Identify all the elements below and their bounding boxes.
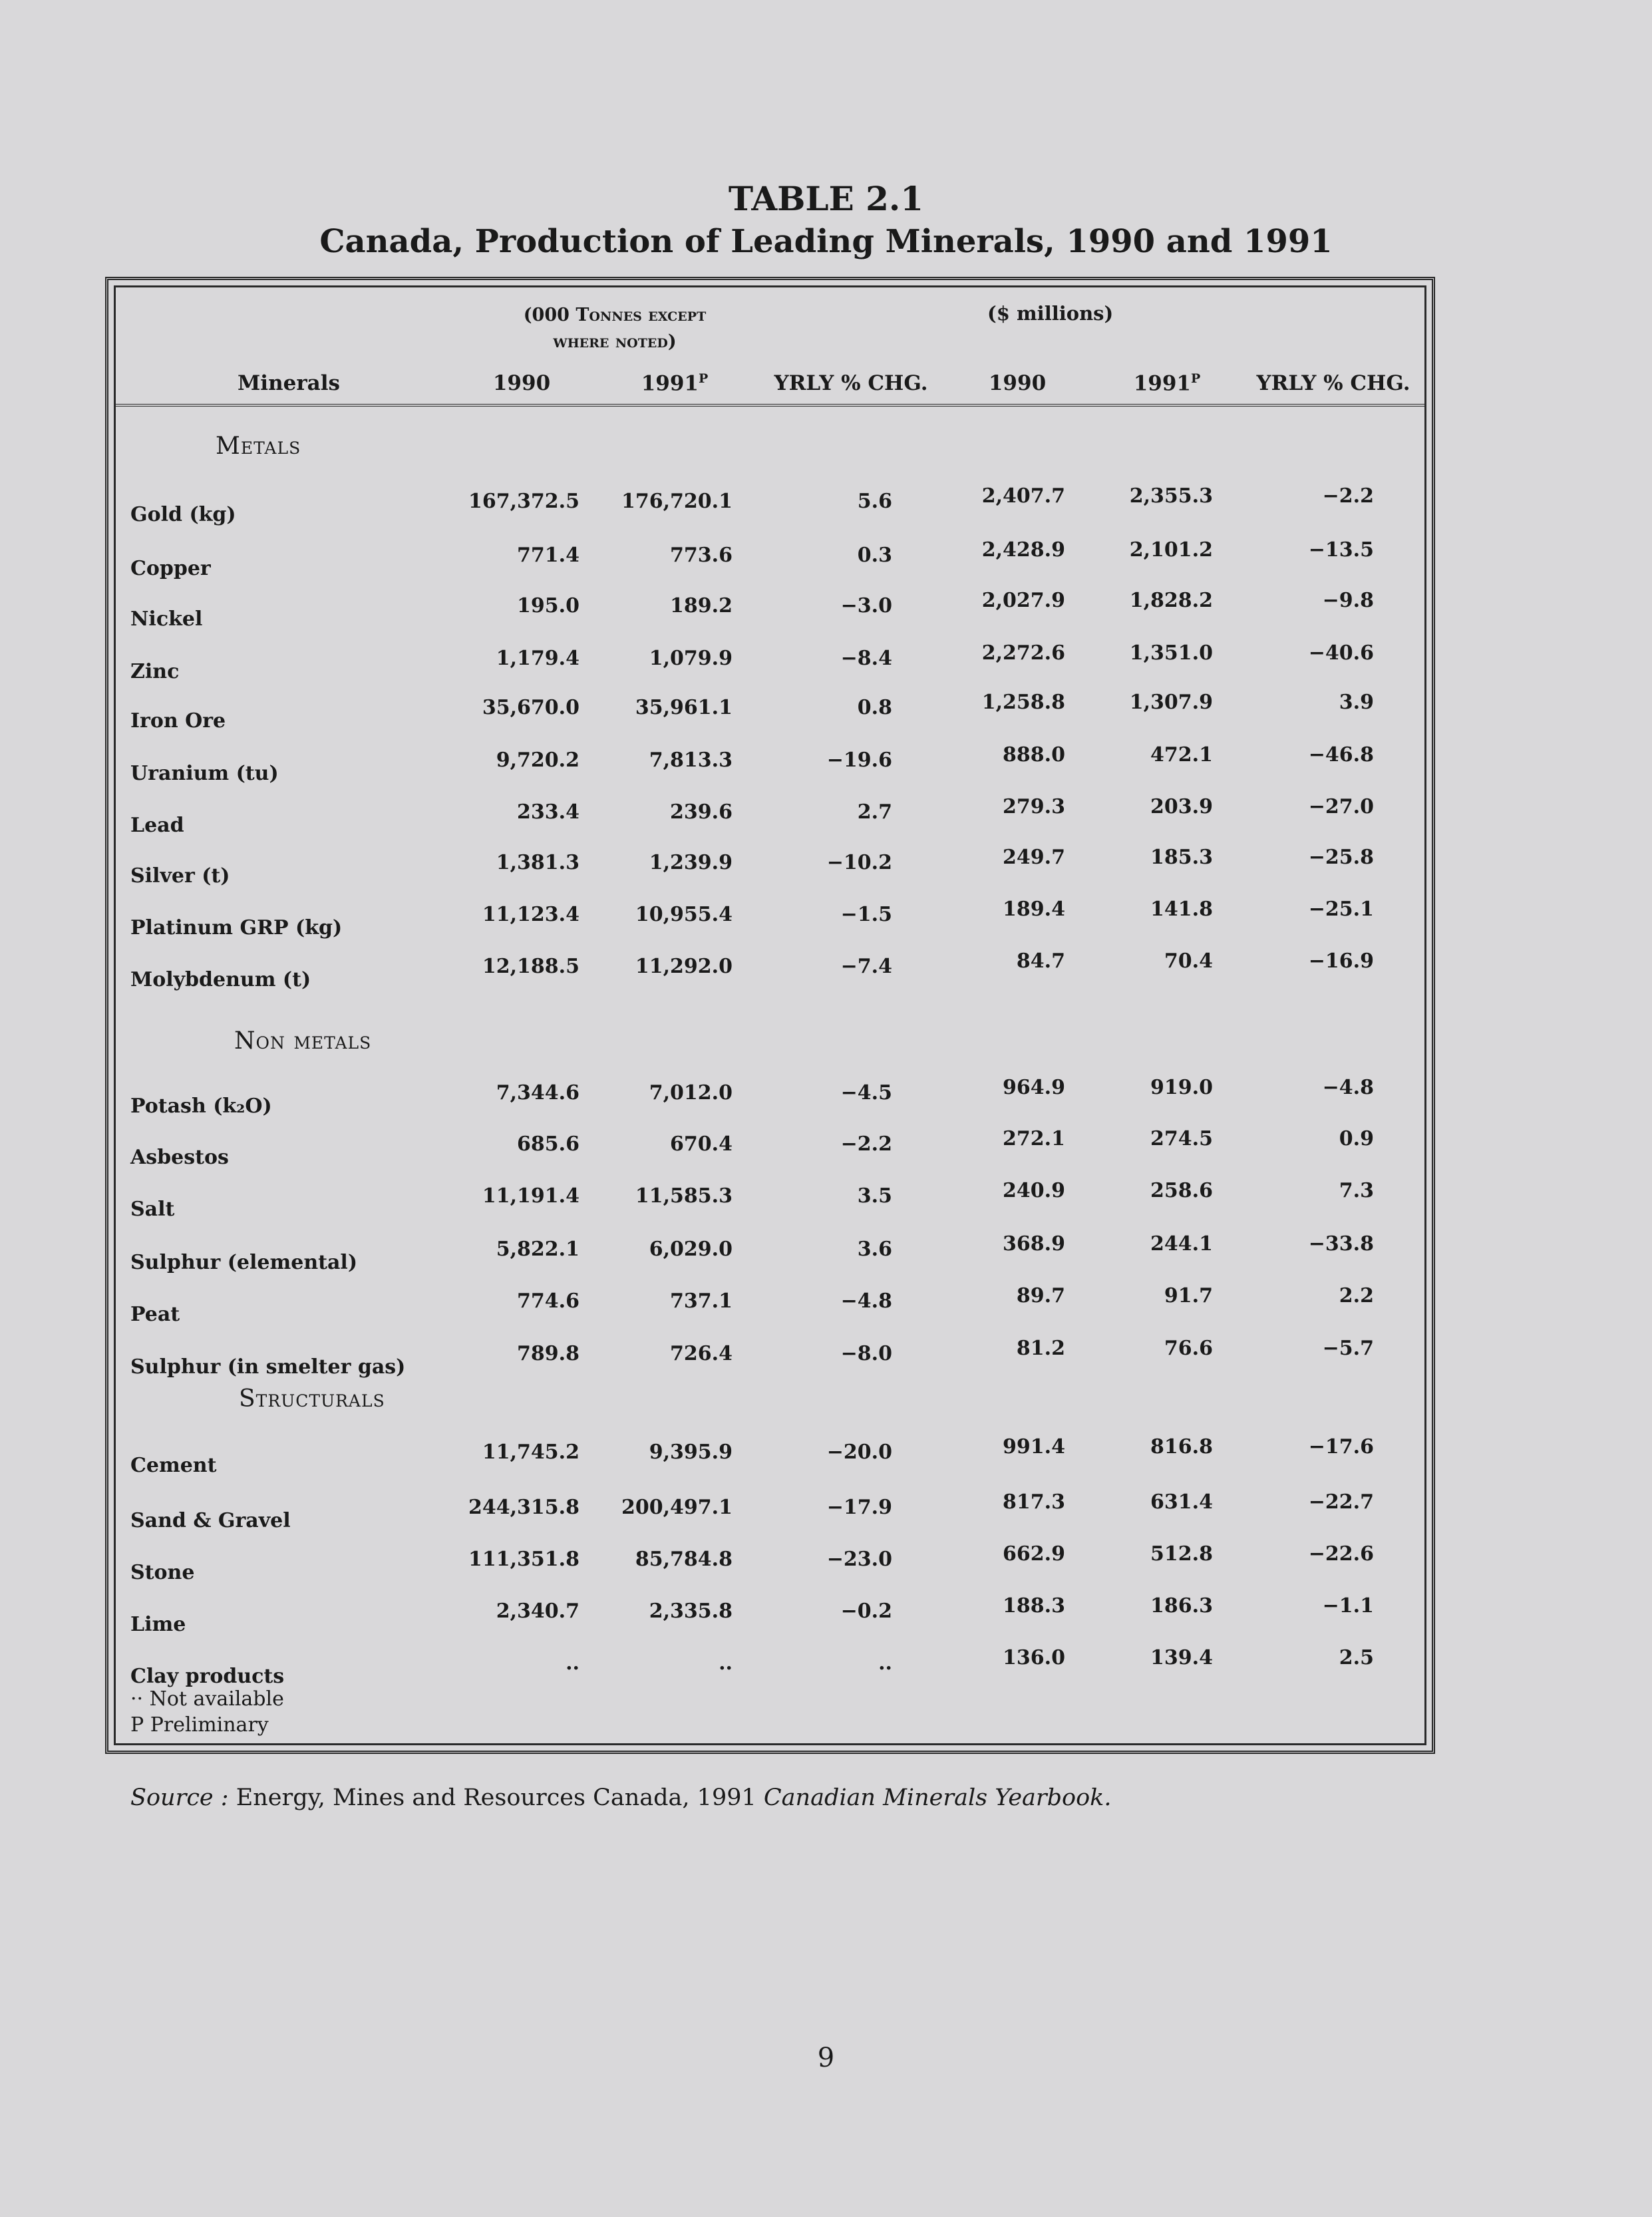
table-cell-q1991: 1,239.9 bbox=[649, 851, 733, 874]
table-cell-qchg: 3.5 bbox=[857, 1184, 892, 1208]
table-cell-q1990: 771.4 bbox=[517, 544, 579, 567]
table-cell-q1991: 11,585.3 bbox=[635, 1184, 733, 1208]
mineral-name: Cement bbox=[130, 1454, 217, 1477]
table-cell-q1991: 737.1 bbox=[670, 1289, 733, 1313]
table-cell-vchg: 2.5 bbox=[1339, 1646, 1374, 1669]
table-cell-v1991: 203.9 bbox=[1150, 795, 1213, 818]
table-cell-v1990: 817.3 bbox=[1003, 1490, 1065, 1514]
mineral-name: Molybdenum (t) bbox=[130, 968, 311, 991]
table-cell-vchg: −1.1 bbox=[1322, 1594, 1374, 1618]
mineral-name: Sulphur (elemental) bbox=[130, 1251, 358, 1274]
units-note-line2: where noted) bbox=[553, 331, 677, 352]
table-cell-q1991: 10,955.4 bbox=[635, 903, 733, 926]
table-cell-vchg: −4.8 bbox=[1322, 1076, 1374, 1099]
table-cell-qchg: .. bbox=[878, 1651, 892, 1675]
table-cell-v1991: 91.7 bbox=[1164, 1284, 1213, 1307]
table-cell-q1991: 200,497.1 bbox=[621, 1496, 733, 1519]
table-cell-q1991: 773.6 bbox=[670, 544, 733, 567]
table-cell-qchg: 5.6 bbox=[857, 490, 892, 513]
table-cell-vchg: −22.6 bbox=[1308, 1542, 1374, 1566]
table-cell-v1990: 964.9 bbox=[1003, 1076, 1065, 1099]
table-cell-q1990: 789.8 bbox=[517, 1342, 579, 1365]
table-cell-vchg: −25.8 bbox=[1308, 846, 1374, 869]
table-cell-qchg: 3.6 bbox=[857, 1238, 892, 1261]
mineral-name: Asbestos bbox=[130, 1146, 229, 1169]
table-cell-v1991: 816.8 bbox=[1150, 1435, 1213, 1458]
table-cell-vchg: −46.8 bbox=[1308, 743, 1374, 767]
table-title: TABLE 2.1 bbox=[728, 179, 924, 218]
table-cell-v1991: 2,355.3 bbox=[1129, 484, 1213, 508]
mineral-name: Potash (k₂O) bbox=[130, 1095, 272, 1118]
table-cell-v1990: 991.4 bbox=[1003, 1435, 1065, 1458]
table-cell-qchg: −1.5 bbox=[840, 903, 892, 926]
table-cell-v1991: 631.4 bbox=[1150, 1490, 1213, 1514]
prelim-mark: P bbox=[1190, 371, 1201, 386]
table-cell-vchg: −5.7 bbox=[1322, 1337, 1374, 1360]
table-cell-v1991: 274.5 bbox=[1150, 1127, 1213, 1150]
table-cell-qchg: −4.8 bbox=[840, 1289, 892, 1313]
table-cell-q1991: 7,012.0 bbox=[649, 1081, 733, 1105]
mineral-name: Lime bbox=[130, 1613, 186, 1636]
table-cell-q1990: 11,191.4 bbox=[482, 1184, 579, 1208]
table-cell-q1990: 5,822.1 bbox=[496, 1238, 579, 1261]
table-cell-q1991: .. bbox=[719, 1651, 733, 1675]
table-cell-q1991: 726.4 bbox=[670, 1342, 733, 1365]
table-cell-q1990: 111,351.8 bbox=[468, 1548, 579, 1571]
mineral-name: Lead bbox=[130, 814, 184, 837]
table-cell-q1991: 7,813.3 bbox=[649, 749, 733, 772]
table-cell-v1990: 888.0 bbox=[1003, 743, 1065, 767]
source-text: Energy, Mines and Resources Canada, 1991 bbox=[236, 1785, 756, 1811]
table-cell-vchg: −17.6 bbox=[1308, 1435, 1374, 1458]
table-cell-v1990: 1,258.8 bbox=[981, 691, 1065, 714]
table-cell-vchg: −16.9 bbox=[1308, 949, 1374, 973]
table-cell-q1990: 7,344.6 bbox=[496, 1081, 579, 1105]
mineral-name: Peat bbox=[130, 1303, 180, 1326]
table-cell-v1991: 141.8 bbox=[1150, 898, 1213, 921]
section-heading: Structurals bbox=[239, 1385, 385, 1413]
table-cell-v1990: 272.1 bbox=[1003, 1127, 1065, 1150]
col-head-qty-1991 bbox=[621, 371, 728, 395]
col-head-val-chg: YRLY % CHG. bbox=[1256, 371, 1410, 395]
table-cell-v1991: 472.1 bbox=[1150, 743, 1213, 767]
table-cell-v1990: 368.9 bbox=[1003, 1232, 1065, 1256]
section-heading: Non metals bbox=[234, 1027, 372, 1055]
table-title-block bbox=[0, 178, 1652, 263]
table-cell-qchg: −2.2 bbox=[840, 1132, 892, 1156]
table-cell-q1990: .. bbox=[566, 1651, 579, 1675]
source-label: Source : bbox=[130, 1785, 229, 1811]
table-cell-v1991: 258.6 bbox=[1150, 1179, 1213, 1202]
mineral-name: Salt bbox=[130, 1198, 175, 1221]
table-cell-v1990: 662.9 bbox=[1003, 1542, 1065, 1566]
table-cell-v1990: 84.7 bbox=[1016, 949, 1065, 973]
col-head-qty-1990: 1990 bbox=[492, 371, 551, 395]
prelim-mark: P bbox=[698, 371, 709, 386]
table-cell-vchg: −40.6 bbox=[1308, 641, 1374, 665]
mineral-name: Zinc bbox=[130, 660, 180, 683]
mineral-name: Clay products bbox=[130, 1665, 285, 1688]
table-cell-q1990: 233.4 bbox=[517, 800, 579, 824]
table-cell-qchg: −17.9 bbox=[826, 1496, 892, 1519]
table-cell-q1991: 6,029.0 bbox=[649, 1238, 733, 1261]
table-cell-q1991: 35,961.1 bbox=[635, 696, 733, 719]
table-cell-q1991: 2,335.8 bbox=[649, 1600, 733, 1623]
table-cell-v1991: 1,351.0 bbox=[1129, 641, 1213, 665]
table-cell-v1991: 919.0 bbox=[1150, 1076, 1213, 1099]
table-cell-qchg: −20.0 bbox=[826, 1441, 892, 1464]
table-cell-vchg: −13.5 bbox=[1308, 538, 1374, 562]
table-cell-v1991: 76.6 bbox=[1164, 1337, 1213, 1360]
mineral-name: Sand & Gravel bbox=[130, 1509, 291, 1532]
table-cell-q1991: 85,784.8 bbox=[635, 1548, 733, 1571]
table-cell-vchg: −33.8 bbox=[1308, 1232, 1374, 1256]
col-head-val-1991-year: 1991 bbox=[1133, 371, 1191, 396]
table-cell-v1991: 185.3 bbox=[1150, 846, 1213, 869]
table-cell-vchg: 7.3 bbox=[1339, 1179, 1374, 1202]
table-cell-qchg: 0.8 bbox=[857, 696, 892, 719]
table-cell-q1991: 239.6 bbox=[670, 800, 733, 824]
mineral-name: Stone bbox=[130, 1561, 195, 1584]
table-cell-v1990: 249.7 bbox=[1003, 846, 1065, 869]
mineral-name: Silver (t) bbox=[130, 864, 230, 888]
table-cell-qchg: −0.2 bbox=[840, 1600, 892, 1623]
table-cell-v1990: 240.9 bbox=[1003, 1179, 1065, 1202]
table-cell-qchg: −8.4 bbox=[840, 647, 892, 670]
table-header bbox=[116, 287, 1424, 407]
col-head-val-1991 bbox=[1114, 371, 1220, 395]
page-number: 9 bbox=[817, 2043, 835, 2073]
table-cell-q1991: 176,720.1 bbox=[621, 490, 733, 513]
table-subtitle: Canada, Production of Leading Minerals, 1990 and 1991 bbox=[319, 223, 1333, 260]
mineral-name: Sulphur (in smelter gas) bbox=[130, 1355, 406, 1379]
table-cell-qchg: −8.0 bbox=[840, 1342, 892, 1365]
table-cell-v1990: 136.0 bbox=[1003, 1646, 1065, 1669]
table-cell-qchg: −10.2 bbox=[826, 851, 892, 874]
table-cell-vchg: −25.1 bbox=[1308, 898, 1374, 921]
table-cell-q1991: 9,395.9 bbox=[649, 1441, 733, 1464]
table-cell-v1990: 189.4 bbox=[1003, 898, 1065, 921]
table-cell-q1990: 685.6 bbox=[517, 1132, 579, 1156]
footnote-not-available: ·· Not available bbox=[130, 1687, 284, 1711]
table-cell-v1990: 279.3 bbox=[1003, 795, 1065, 818]
mineral-name: Uranium (tu) bbox=[130, 762, 279, 785]
table-cell-v1990: 89.7 bbox=[1016, 1284, 1065, 1307]
table-cell-qchg: −3.0 bbox=[840, 594, 892, 617]
table-cell-v1990: 188.3 bbox=[1003, 1594, 1065, 1618]
table-cell-q1990: 1,179.4 bbox=[496, 647, 579, 670]
table-cell-q1991: 189.2 bbox=[670, 594, 733, 617]
table-cell-q1990: 12,188.5 bbox=[482, 955, 579, 978]
section-heading: Metals bbox=[216, 432, 301, 460]
table-cell-v1991: 244.1 bbox=[1150, 1232, 1213, 1256]
table-cell-q1990: 11,123.4 bbox=[482, 903, 579, 926]
table-cell-vchg: 2.2 bbox=[1339, 1284, 1374, 1307]
table-cell-q1990: 1,381.3 bbox=[496, 851, 579, 874]
table-cell-q1990: 9,720.2 bbox=[496, 749, 579, 772]
table-cell-q1990: 774.6 bbox=[517, 1289, 579, 1313]
table-cell-v1991: 1,307.9 bbox=[1129, 691, 1213, 714]
units-note-tonnes bbox=[495, 302, 735, 355]
mineral-name: Copper bbox=[130, 557, 211, 580]
col-head-minerals: Minerals bbox=[237, 371, 340, 395]
table-cell-vchg: −27.0 bbox=[1308, 795, 1374, 818]
table-cell-q1990: 167,372.5 bbox=[468, 490, 579, 513]
table-cell-v1991: 139.4 bbox=[1150, 1646, 1213, 1669]
table-cell-vchg: −9.8 bbox=[1322, 589, 1374, 612]
table-cell-v1990: 2,407.7 bbox=[981, 484, 1065, 508]
table-cell-q1991: 1,079.9 bbox=[649, 647, 733, 670]
table-cell-qchg: −19.6 bbox=[826, 749, 892, 772]
col-head-qty-chg: YRLY % CHG. bbox=[774, 371, 928, 395]
source-note bbox=[130, 1785, 1112, 1811]
table-cell-q1990: 35,670.0 bbox=[482, 696, 579, 719]
table-cell-q1990: 195.0 bbox=[517, 594, 579, 617]
table-cell-qchg: −23.0 bbox=[826, 1548, 892, 1571]
table-cell-v1990: 2,027.9 bbox=[981, 589, 1065, 612]
table-cell-qchg: −7.4 bbox=[840, 955, 892, 978]
table-cell-v1990: 2,428.9 bbox=[981, 538, 1065, 562]
table-cell-q1991: 670.4 bbox=[670, 1132, 733, 1156]
col-head-qty-1991-year: 1991 bbox=[641, 371, 699, 396]
table-cell-vchg: 0.9 bbox=[1339, 1127, 1374, 1150]
mineral-name: Iron Ore bbox=[130, 709, 226, 733]
table-cell-v1991: 186.3 bbox=[1150, 1594, 1213, 1618]
col-head-val-1990: 1990 bbox=[988, 371, 1047, 395]
table-cell-v1991: 512.8 bbox=[1150, 1542, 1213, 1566]
table-cell-v1991: 1,828.2 bbox=[1129, 589, 1213, 612]
source-publication: Canadian Minerals Yearbook. bbox=[763, 1785, 1112, 1811]
units-note-dollars: ($ millions) bbox=[987, 302, 1114, 325]
table-cell-vchg: 3.9 bbox=[1339, 691, 1374, 714]
units-note-line1: (000 Tonnes except bbox=[523, 305, 707, 325]
footnote-preliminary: P Preliminary bbox=[130, 1713, 269, 1737]
table-cell-q1990: 244,315.8 bbox=[468, 1496, 579, 1519]
table-cell-vchg: −2.2 bbox=[1322, 484, 1374, 508]
table-cell-qchg: 2.7 bbox=[857, 800, 892, 824]
mineral-name: Platinum GRP (kg) bbox=[130, 916, 343, 939]
mineral-name: Nickel bbox=[130, 607, 203, 631]
table-cell-vchg: −22.7 bbox=[1308, 1490, 1374, 1514]
mineral-name: Gold (kg) bbox=[130, 503, 236, 526]
table-cell-q1990: 11,745.2 bbox=[482, 1441, 579, 1464]
minerals-table bbox=[105, 277, 1435, 1754]
table-cell-v1990: 2,272.6 bbox=[981, 641, 1065, 665]
table-cell-qchg: 0.3 bbox=[857, 544, 892, 567]
table-cell-q1991: 11,292.0 bbox=[635, 955, 733, 978]
table-cell-v1991: 70.4 bbox=[1164, 949, 1213, 973]
table-cell-v1990: 81.2 bbox=[1016, 1337, 1065, 1360]
table-body bbox=[114, 285, 1426, 1745]
table-cell-v1991: 2,101.2 bbox=[1129, 538, 1213, 562]
table-cell-qchg: −4.5 bbox=[840, 1081, 892, 1105]
table-cell-q1990: 2,340.7 bbox=[496, 1600, 579, 1623]
